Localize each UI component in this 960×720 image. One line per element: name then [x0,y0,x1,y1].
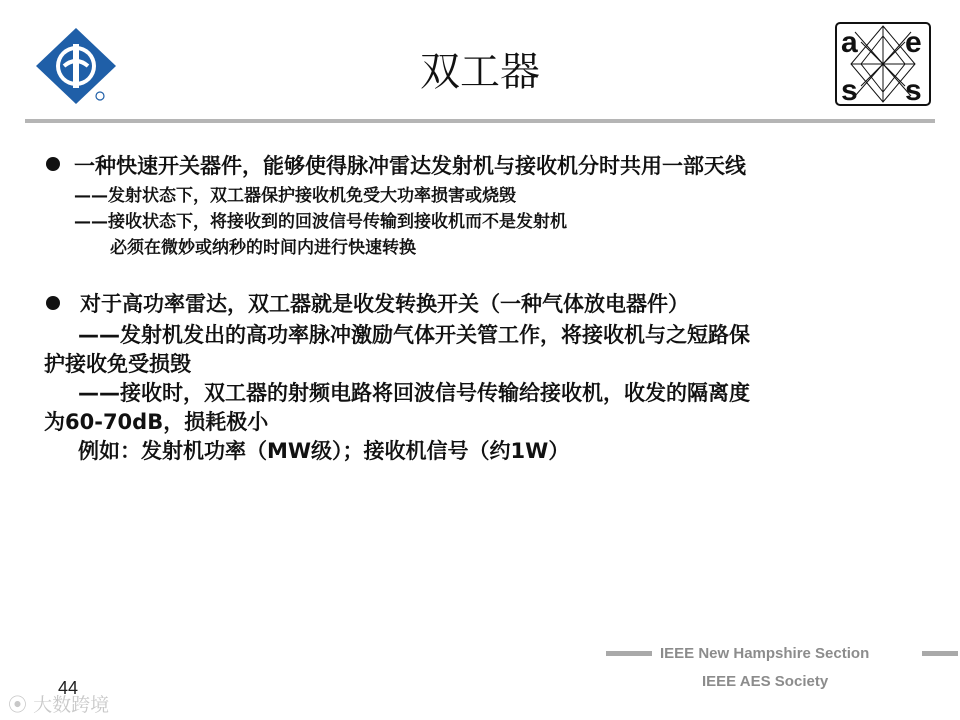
footer-society-label: IEEE AES Society [702,673,829,690]
bullet-2-sub-4: 为60-70dB，损耗极小 [44,410,269,434]
footer-bar-right [922,651,958,656]
bullet-2-sub-1: ——发射机发出的高功率脉冲激励气体开关管工作，将接收机与之短路保 [78,323,750,347]
aes-letter-s-right: s [905,74,922,106]
watermark-icon: ⦿ [8,694,28,716]
bullet-dot-1 [46,157,60,171]
bullet-1-sub-3: 必须在微妙或纳秒的时间内进行快速转换 [110,238,416,258]
aes-letter-e: e [905,26,922,59]
bullet-1-sub-1: ——发射状态下，双工器保护接收机免受大功率损害或烧毁 [74,186,516,206]
aes-letter-a: a [841,26,858,59]
footer-section-label: IEEE New Hampshire Section [660,645,870,662]
bullet-1-sub-2: ——接收状态下，将接收到的回波信号传输到接收机而不是发射机 [74,212,567,232]
watermark-text: 大数跨境 [33,694,110,716]
aes-logo [835,22,931,106]
bullet-2-sub-2: 护接收免受损毁 [44,352,191,376]
bullet-2-sub-5: 例如：发射机功率（MW级）；接收机信号（约1W） [78,439,570,463]
page-number: 44 [58,678,79,698]
bullet-1-text: 一种快速开关器件，能够使得脉冲雷达发射机与接收机分时共用一部天线 [74,154,746,178]
bullet-2-sub-3: ——接收时，双工器的射频电路将回波信号传输给接收机，收发的隔离度 [78,381,750,405]
title-divider [25,119,935,123]
aes-letter-s-left: s [841,74,858,106]
slide-title: 双工器 [420,49,540,95]
watermark [8,690,109,717]
bullet-2-text: 对于高功率雷达，双工器就是收发转换开关（一种气体放电器件） [80,292,689,316]
footer-bar-left [606,651,652,656]
bullet-dot-2 [46,296,60,310]
